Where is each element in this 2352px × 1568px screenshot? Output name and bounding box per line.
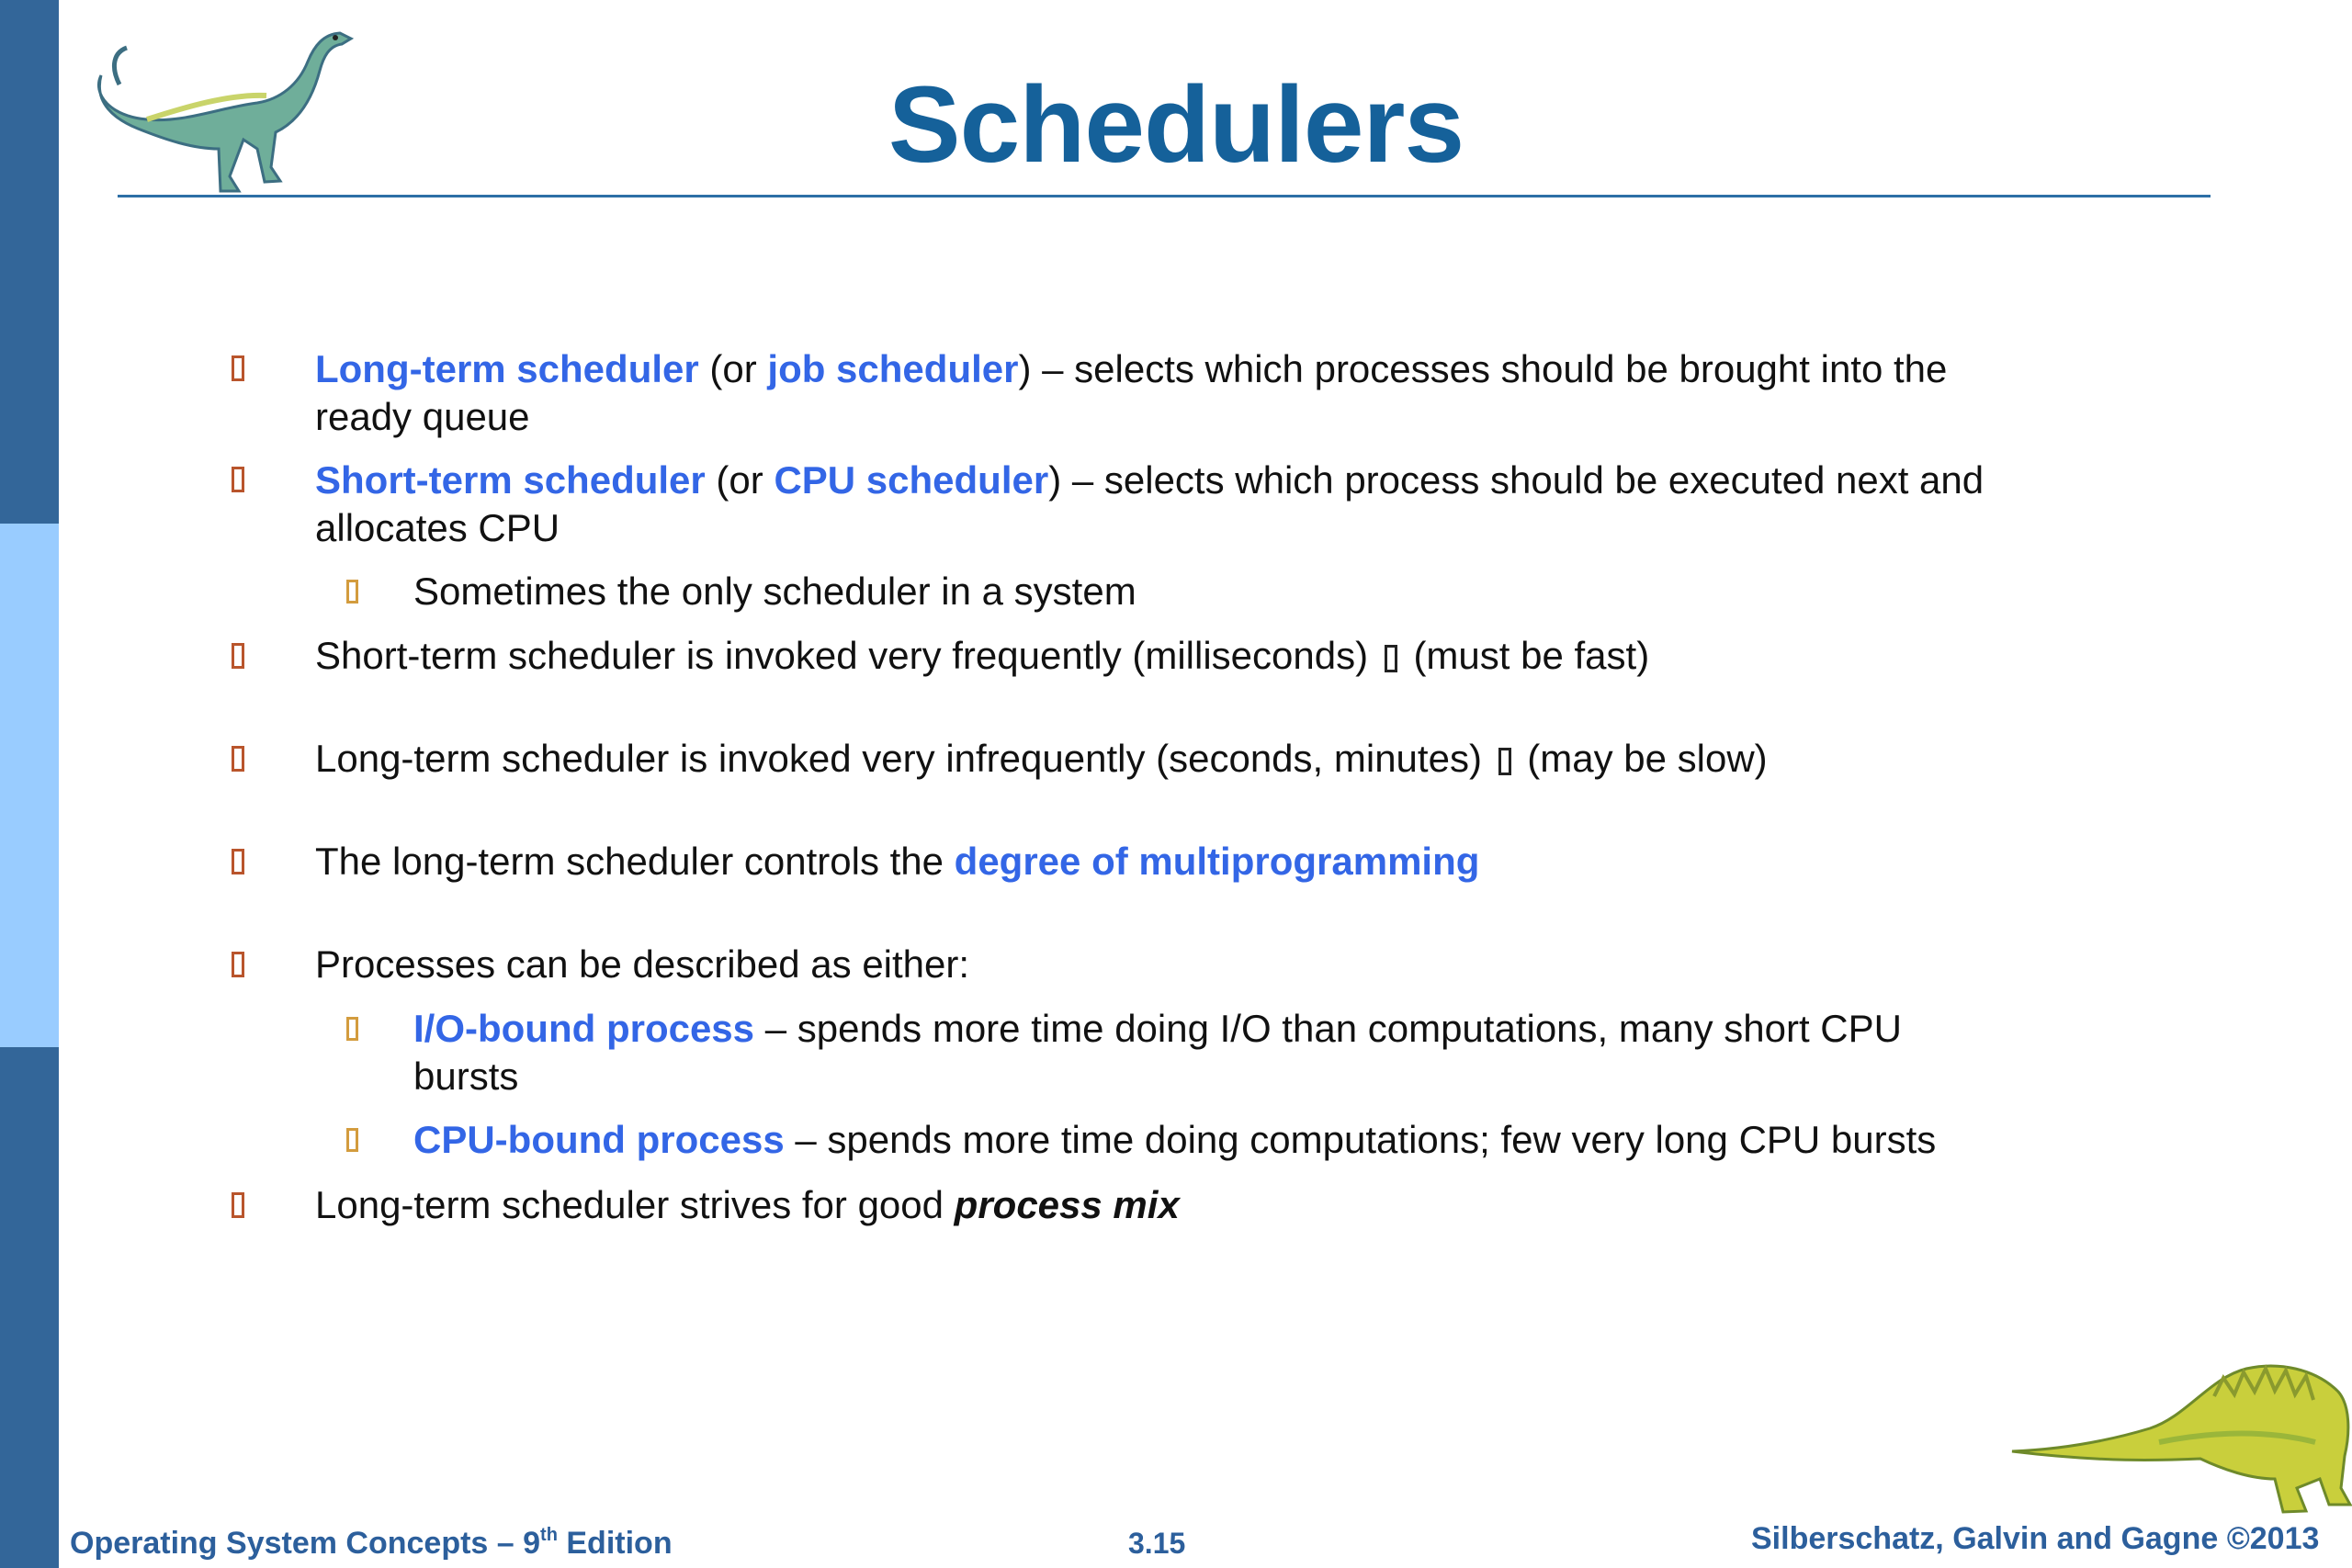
- footer-book-suffix: Edition: [557, 1526, 673, 1561]
- bullet-process-mix: [315, 1181, 1180, 1229]
- bullet-text-after: (may be slow): [1516, 737, 1768, 780]
- arrow-glyph-icon: [1498, 748, 1511, 775]
- footer-book-sup: th: [540, 1525, 558, 1545]
- bullet-text: ) – selects which process should be executed next and: [1048, 458, 1984, 502]
- title-divider: [118, 195, 2211, 197]
- sub-bullet-marker: [346, 1128, 358, 1152]
- sub-bullet-marker: [346, 1017, 358, 1041]
- bullet-marker: [232, 1192, 244, 1218]
- bullet-text-after: (must be fast): [1402, 634, 1650, 677]
- term-process-mix: process mix: [954, 1183, 1180, 1226]
- bullet-long-term-frequency: [315, 735, 1768, 783]
- bullet-marker: [232, 355, 244, 381]
- sub-bullet-only-scheduler: [413, 568, 1136, 615]
- bullet-marker: [232, 849, 244, 874]
- bullet-text: Long-term scheduler is invoked very infrequently (seconds, minutes): [315, 737, 1493, 780]
- bullet-text-continued: ready queue: [315, 395, 530, 438]
- footer-authors: Silberschatz, Galvin and Gagne ©2013: [1751, 1521, 2320, 1556]
- term-io-bound-process: I/O-bound process: [413, 1007, 755, 1050]
- bullet-text: Short-term scheduler is invoked very frequently (milliseconds): [315, 634, 1379, 677]
- footer-book-prefix: Operating System Concepts – 9: [70, 1526, 541, 1561]
- bullet-short-term-scheduler: [315, 457, 2061, 552]
- bullet-text: – spends more time doing computations; few very long CPU bursts: [784, 1118, 1937, 1161]
- sub-bullet-marker: [346, 580, 358, 604]
- term-cpu-bound-process: CPU-bound process: [413, 1118, 785, 1161]
- dinosaur-logo-bottom: [2003, 1341, 2352, 1520]
- left-accent-bar-light-section: [0, 524, 59, 1047]
- bullet-process-types: [315, 941, 969, 988]
- term-long-term-scheduler: Long-term scheduler: [315, 347, 699, 390]
- bullet-text: Sometimes the only scheduler in a system: [413, 570, 1136, 613]
- arrow-glyph-icon: [1385, 645, 1397, 672]
- slide-title: Schedulers: [888, 64, 1464, 186]
- term-job-scheduler: job scheduler: [767, 347, 1019, 390]
- bullet-text: The long-term scheduler controls the: [315, 840, 955, 883]
- bullet-text-continued: allocates CPU: [315, 506, 560, 549]
- bullet-marker: [232, 467, 244, 492]
- bullet-text: Long-term scheduler strives for good: [315, 1183, 955, 1226]
- left-accent-bar: [0, 0, 59, 1568]
- term-cpu-scheduler: CPU scheduler: [774, 458, 1049, 502]
- bullet-degree-multiprogramming: [315, 838, 1479, 886]
- bullet-text: – spends more time doing I/O than computations, many short CPU: [754, 1007, 1902, 1050]
- paren-open: (or: [698, 347, 768, 390]
- paren-open: (or: [705, 458, 775, 502]
- bullet-text: ) – selects which processes should be brought into the: [1018, 347, 1948, 390]
- bullet-long-term-scheduler: [315, 345, 2061, 441]
- term-short-term-scheduler: Short-term scheduler: [315, 458, 706, 502]
- bullet-marker: [232, 746, 244, 772]
- bullet-short-term-frequency: [315, 632, 1649, 680]
- bullet-marker: [232, 643, 244, 669]
- bullet-marker: [232, 952, 244, 977]
- term-degree-of-multiprogramming: degree of multiprogramming: [954, 840, 1480, 883]
- sub-bullet-cpu-bound: [413, 1116, 2113, 1164]
- footer-book-title: [70, 1525, 673, 1562]
- bullet-text: Processes can be described as either:: [315, 942, 970, 986]
- bullet-text-continued: bursts: [413, 1055, 519, 1098]
- sub-bullet-io-bound: [413, 1005, 2067, 1100]
- footer-page-number: 3.15: [1128, 1527, 1186, 1560]
